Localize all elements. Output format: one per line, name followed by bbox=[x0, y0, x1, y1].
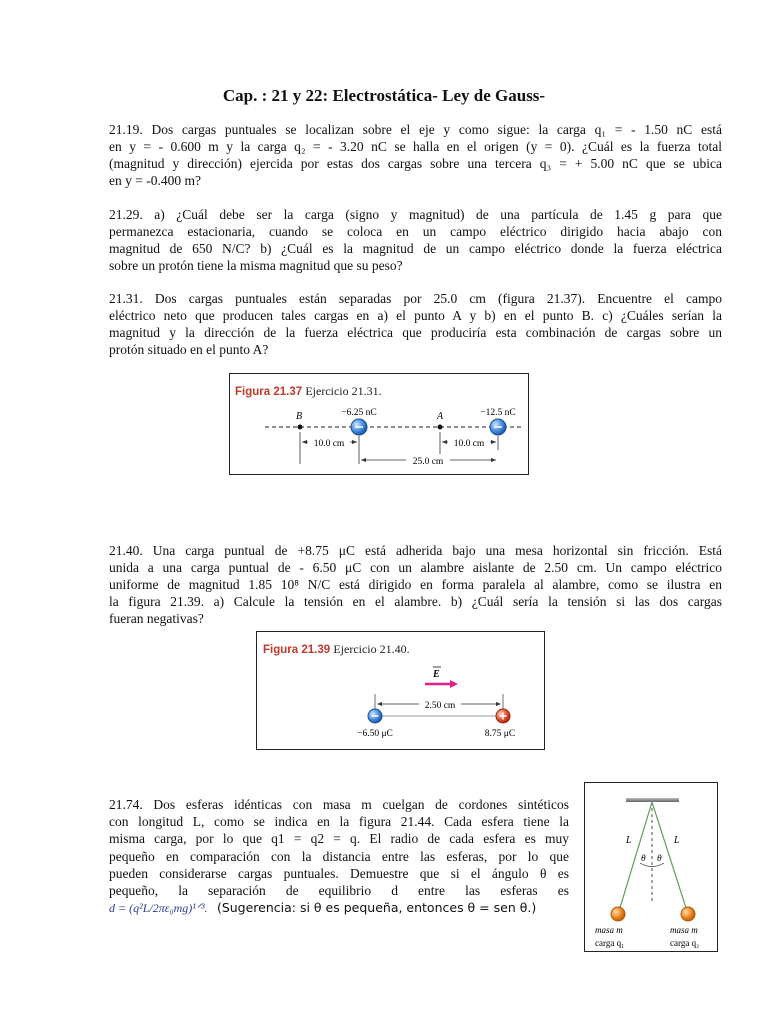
page-title: Cap. : 21 y 22: Electrostática- Ley de Gauss- bbox=[222, 86, 546, 105]
formula: d = (q²L/2πε₀mg)¹ᐟ³. bbox=[109, 901, 208, 916]
negative-charge-label: −6.50 μC bbox=[357, 729, 393, 739]
dist-1-label: 10.0 cm bbox=[313, 439, 345, 449]
figure-21-39 bbox=[256, 631, 545, 750]
theta-left: θ bbox=[641, 854, 646, 864]
text-line: protón situado en el punto A? bbox=[109, 342, 269, 357]
label-b: B bbox=[296, 411, 303, 422]
dist-label: 2.50 cm bbox=[424, 701, 456, 711]
field-label: E bbox=[433, 669, 440, 680]
figure-21-44-diagram bbox=[585, 783, 717, 951]
text-line: 21.40. Una carga puntual de +8.75 μC está adherida bajo una mesa horizontal sin fricción. Está bbox=[109, 543, 722, 558]
charge-1-label: −6.25 nC bbox=[341, 408, 377, 418]
problem-21-31 bbox=[109, 290, 722, 358]
figure-number: Figura 21.37 bbox=[235, 386, 303, 398]
figure-21-37 bbox=[229, 373, 529, 475]
problem-21-29 bbox=[109, 206, 722, 274]
text-line: magnitud de 650 N/C? b) ¿Cuál es la magnitud de un campo eléctrico donde la fuerza eléctrica bbox=[109, 241, 722, 256]
text-line: uniforme de magnitud 1.85 10⁸ N/C está dirigido en forma paralela al alambre, como se ilustra en bbox=[109, 577, 722, 592]
ceiling bbox=[626, 798, 679, 802]
figure-21-39-diagram bbox=[257, 632, 544, 749]
text-line: con longitud L, como se indica en la figura 21.44. Cada esfera tiene la bbox=[109, 814, 569, 830]
dist-3-label: 25.0 cm bbox=[412, 457, 444, 467]
text-line: en y = -0.400 m? bbox=[109, 173, 201, 188]
problem-21-40 bbox=[109, 542, 722, 627]
figure-21-44 bbox=[584, 782, 718, 952]
point-a bbox=[438, 425, 443, 430]
text-line bbox=[109, 899, 569, 917]
mass-label-left: masa m bbox=[595, 925, 623, 935]
text-line: misma carga, por lo que q1 = q2 = q. El radio de cada esfera es muy bbox=[109, 831, 569, 847]
text-line: pueden considerarse cargas puntuales. Demuestre que si el ángulo θ es bbox=[109, 865, 569, 881]
point-b bbox=[298, 425, 303, 430]
text-line: 21.74. Dos esferas idénticas con masa m cuelgan de cordones sintéticos bbox=[109, 797, 569, 812]
text-line: en y = - 0.600 m y la carga q₂ = - 3.20 nC se halla en el origen (y = 0). ¿Cuál es la fuerza total bbox=[109, 139, 722, 154]
theta-right: θ bbox=[657, 854, 662, 864]
problem-21-19 bbox=[109, 121, 722, 189]
length-label-left: L bbox=[626, 835, 632, 846]
text-line: 21.19. Dos cargas puntuales se localizan sobre el eje y como sigue: la carga q₁ = - 1.50 nC está bbox=[109, 122, 722, 137]
string-left bbox=[619, 802, 652, 911]
text-line: unida a una carga puntual de - 6.50 μC con un alambre aislante de 2.50 cm. Un campo eléctrico bbox=[109, 560, 722, 575]
text-line: 21.29. a) ¿Cuál debe ser la carga (signo y magnitud) de una partícula de 1.45 g para que bbox=[109, 207, 722, 222]
text-line: magnitud y la dirección de la fuerza eléctrica que produciría esta combinación de cargas sobre un bbox=[109, 325, 722, 340]
sphere-left bbox=[611, 907, 625, 921]
problem-21-74 bbox=[109, 796, 569, 917]
charge-label-left: carga q₁ bbox=[595, 938, 625, 948]
text-line: pequeño en comparación con la distancia entre las esferas, por lo que bbox=[109, 848, 569, 864]
text-line: la figura 21.39. a) Calcule la tensión en el alambre. b) ¿Cuál sería la tensión si las dos cargas bbox=[109, 594, 722, 609]
figure-exercise: Ejercicio 21.40. bbox=[333, 642, 410, 656]
label-a: A bbox=[437, 411, 444, 422]
mass-label-right: masa m bbox=[670, 925, 698, 935]
text-line: fueran negativas? bbox=[109, 611, 204, 626]
text-line: pequeño, la separación de equilibrio d entre las esferas es bbox=[109, 883, 569, 899]
sphere-right bbox=[681, 907, 695, 921]
figure-exercise: Ejercicio 21.31. bbox=[305, 384, 382, 398]
positive-charge-label: 8.75 μC bbox=[484, 729, 516, 739]
figure-number: Figura 21.39 bbox=[263, 644, 331, 656]
length-label-right: L bbox=[674, 835, 680, 846]
dist-2-label: 10.0 cm bbox=[453, 439, 485, 449]
text-line: permanezca estacionaria, cuando se coloca en un campo eléctrico dirigido hacia abajo con bbox=[109, 224, 722, 239]
text-line: (magnitud y dirección) ejercida por estas dos cargas sobre una tercera q₃ = + 5.00 nC que se ubica bbox=[109, 156, 722, 171]
hint: (Sugerencia: si θ es pequeña, entonces θ = sen θ.) bbox=[216, 900, 537, 916]
figure-21-37-diagram bbox=[230, 374, 528, 474]
text-line: eléctrico neto que producen tales cargas en a) el punto A y b) en el punto B. c) ¿Cuáles serían la bbox=[109, 308, 722, 323]
charge-label-right: carga q₂ bbox=[670, 938, 700, 948]
text-line: 21.31. Dos cargas puntuales están separadas por 25.0 cm (figura 21.37). Encuentre el campo bbox=[109, 291, 722, 306]
charge-2-label: −12.5 nC bbox=[480, 408, 516, 418]
text-line: sobre un protón tiene la misma magnitud que su peso? bbox=[109, 258, 403, 273]
